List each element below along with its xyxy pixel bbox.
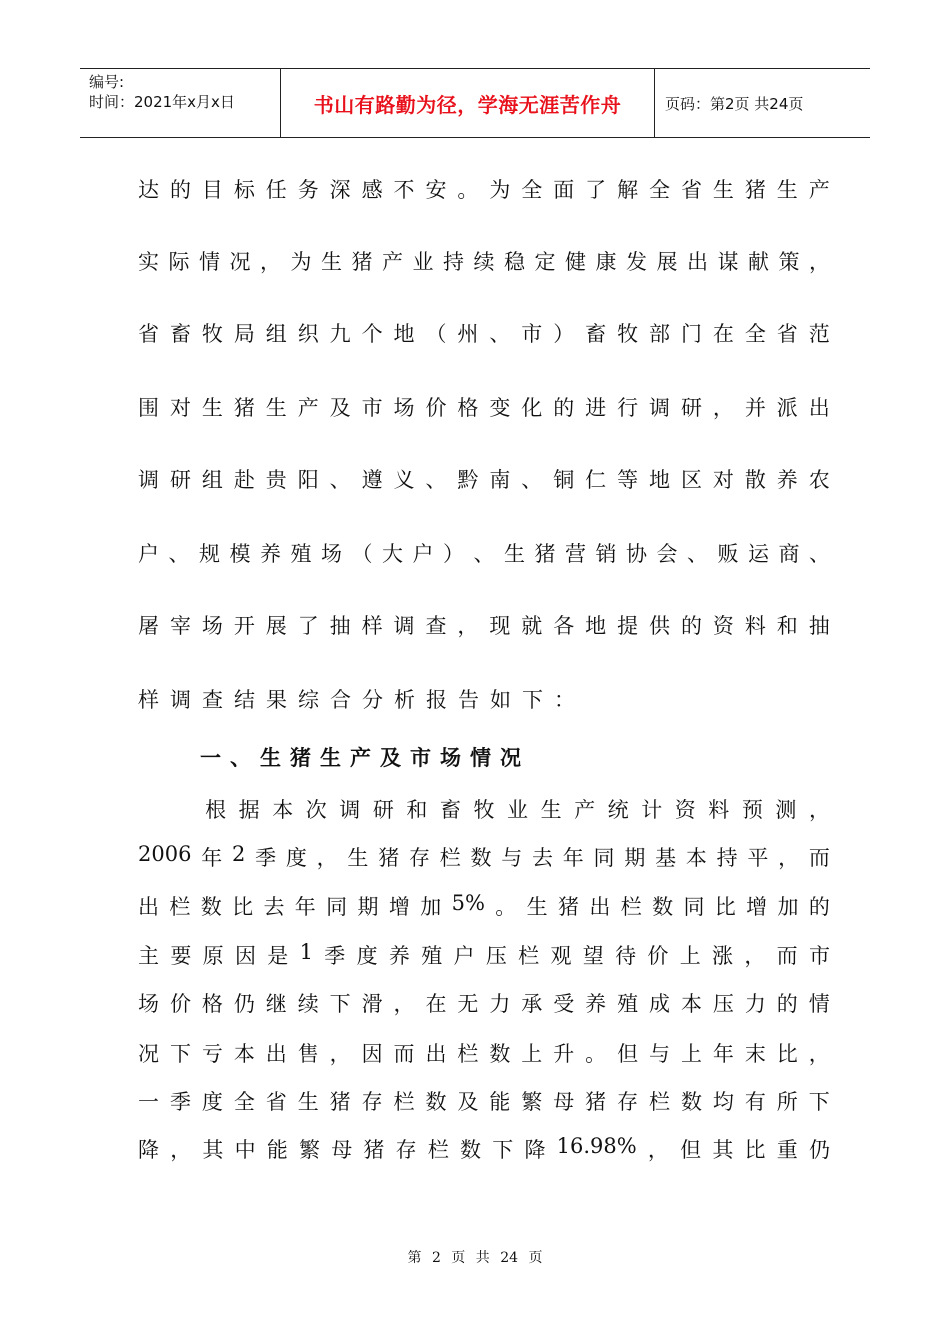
text-line: 样调查结果综合分析报告如下： bbox=[138, 688, 586, 712]
text-line: 调 研 组 赴 贵 阳 、 遵 义 、 黔 南 、 铜 仁 等 地 区 对 散 养 农 bbox=[138, 468, 830, 492]
motto: 书山有路勤为径，学海无涯苦作舟 bbox=[313, 92, 622, 117]
text-line: 屠 宰 场 开 展 了 抽 样 调 查 ， 现 就 各 地 提 供 的 资 料 和 抽 bbox=[138, 614, 830, 638]
text-line: 场 价 格 仍 继 续 下 滑 ， 在 无 力 承 受 养 殖 成 本 压 力 的 情 bbox=[138, 992, 830, 1016]
page-footer: 第 2 页 共 24 页 bbox=[407, 1250, 543, 1266]
text-line: 出 栏 数 比 去 年 同 期 增 加 5% 。 生 猪 出 栏 数 同 比 增 加 的 bbox=[138, 891, 830, 919]
text-line: 根 据 本 次 调 研 和 畜 牧 业 生 产 统 计 资 料 预 测 ， bbox=[205, 798, 830, 822]
text-line: 一 季 度 全 省 生 猪 存 栏 数 及 能 繁 母 猪 存 栏 数 均 有 所 下 bbox=[138, 1090, 830, 1114]
text-line: 围 对 生 猪 生 产 及 市 场 价 格 变 化 的 进 行 调 研 ， 并 派 出 bbox=[138, 396, 830, 420]
time-label: 时间：2021年x月x日 bbox=[89, 93, 235, 111]
text-line: 达 的 目 标 任 务 深 感 不 安 。 为 全 面 了 解 全 省 生 猪 生 产 bbox=[138, 178, 830, 202]
number-label: 编号: bbox=[89, 73, 125, 91]
header-page-cell bbox=[655, 69, 870, 137]
text-line: 2006 年 2 季 度 ， 生 猪 存 栏 数 与 去 年 同 期 基 本 持 平 ， 而 bbox=[138, 842, 830, 870]
text-line: 主 要 原 因 是 1 季 度 养 殖 户 压 栏 观 望 待 价 上 涨 ， 而 市 bbox=[138, 940, 830, 968]
text-line: 况 下 亏 本 出 售 ， 因 而 出 栏 数 上 升 。 但 与 上 年 末 比 ， bbox=[138, 1042, 830, 1066]
page-label: 页码：第2页 共24页 bbox=[665, 94, 804, 113]
text-line: 户 、 规 模 养 殖 场 （ 大 户 ） 、 生 猪 营 销 协 会 、 贩 运 商 、 bbox=[138, 542, 830, 566]
text-line: 实 际 情 况 ， 为 生 猪 产 业 持 续 稳 定 健 康 发 展 出 谋 献 策 ， bbox=[138, 250, 830, 274]
text-line: 省 畜 牧 局 组 织 九 个 地 （ 州 、 市 ） 畜 牧 部 门 在 全 省 范 bbox=[138, 322, 830, 346]
section-heading: 一、生猪生产及市场情况 bbox=[200, 746, 530, 770]
header-motto-cell bbox=[281, 69, 655, 137]
header-meta bbox=[80, 69, 281, 137]
text-line: 降 ， 其 中 能 繁 母 猪 存 栏 数 下 降 16.98% ， 但 其 比 重 仍 bbox=[138, 1134, 830, 1162]
page-header bbox=[80, 68, 870, 138]
